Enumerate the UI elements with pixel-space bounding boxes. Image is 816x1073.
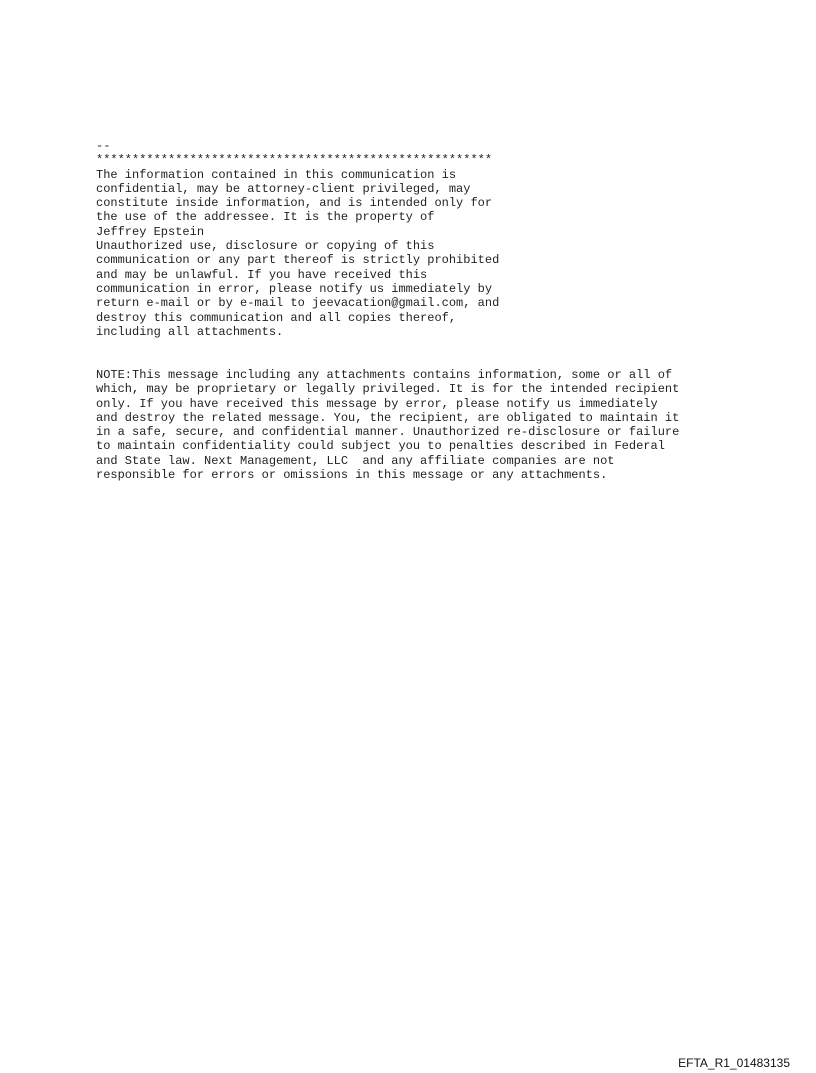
document-id: EFTA_R1_01483135 <box>678 1056 790 1070</box>
note-line: only. If you have received this message by error, please notify us immediately <box>96 396 658 411</box>
note-line: to maintain confidentiality could subject you to penalties described in Federal <box>96 439 665 454</box>
confidentiality-line: The information contained in this communication is <box>96 167 457 182</box>
confidentiality-line: including all attachments. <box>96 324 284 339</box>
confidentiality-line: confidential, may be attorney-client privileged, may <box>96 181 471 196</box>
confidentiality-line: communication or any part thereof is strictly prohibited <box>96 253 500 268</box>
confidentiality-line: destroy this communication and all copies thereof, <box>96 310 457 325</box>
confidentiality-line: the use of the addressee. It is the property of <box>96 210 435 225</box>
note-line: in a safe, secure, and confidential manner. Unauthorized re-disclosure or failure <box>96 425 680 440</box>
confidentiality-line: return e-mail or by e-mail to jeevacation@gmail.com, and <box>96 296 500 311</box>
confidentiality-line: Unauthorized use, disclosure or copying of this <box>96 239 435 254</box>
legal-note-block <box>96 368 679 482</box>
note-line: responsible for errors or omissions in this message or any attachments. <box>96 468 608 483</box>
note-line: which, may be proprietary or legally privileged. It is for the intended recipient <box>96 382 680 397</box>
confidentiality-line: constitute inside information, and is intended only for <box>96 196 493 211</box>
asterisk-divider: ******************************************************* <box>96 153 493 168</box>
signature-separator: -- <box>96 139 111 153</box>
note-line: and destroy the related message. You, the recipient, are obligated to maintain it <box>96 410 680 425</box>
confidentiality-line: Jeffrey Epstein <box>96 224 205 239</box>
note-line: and State law. Next Management, LLC and any affiliate companies are not <box>96 453 615 468</box>
confidentiality-line: communication in error, please notify us immediately by <box>96 281 493 296</box>
confidentiality-line: and may be unlawful. If you have received this <box>96 267 428 282</box>
confidentiality-signature-block <box>96 139 499 339</box>
note-line: NOTE:This message including any attachments contains information, some or all of <box>96 368 673 382</box>
